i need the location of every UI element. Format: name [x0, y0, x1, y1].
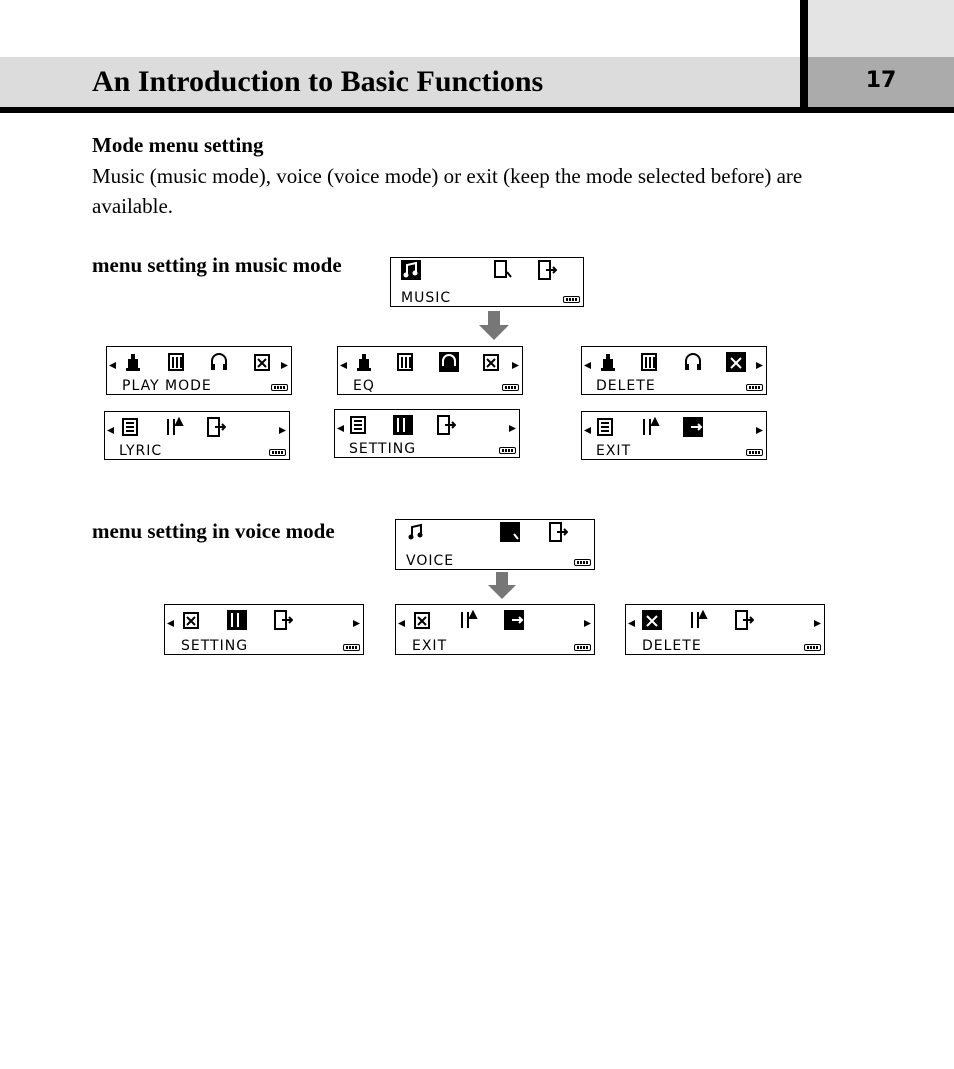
arrow-right-icon	[584, 620, 591, 627]
play-mode-icon	[123, 352, 143, 372]
setting-icon	[164, 417, 184, 437]
arrow-left-icon	[398, 620, 405, 627]
delete-icon	[412, 610, 432, 630]
lcd-label: VOICE	[406, 553, 455, 569]
music-note-icon	[406, 522, 426, 542]
headphone-icon	[683, 352, 703, 372]
lcd-music-main	[390, 257, 584, 307]
play-mode-icon	[354, 352, 374, 372]
setting-icon	[458, 610, 478, 630]
arrow-right-icon	[279, 427, 286, 434]
lcd-voice-delete	[625, 604, 825, 655]
exit-door-icon	[548, 522, 568, 542]
headphone-icon	[439, 352, 459, 372]
arrow-right-icon	[756, 427, 763, 434]
header-rule	[0, 107, 954, 113]
arrow-left-icon	[167, 620, 174, 627]
battery-icon	[563, 296, 580, 303]
lcd-label: EQ	[353, 378, 375, 394]
lcd-exit	[581, 411, 767, 460]
battery-icon	[271, 384, 288, 391]
eq-icon	[167, 352, 187, 372]
play-mode-icon	[598, 352, 618, 372]
arrow-left-icon	[584, 362, 591, 369]
delete-icon	[481, 352, 501, 372]
lcd-delete	[581, 346, 767, 395]
lyric-icon	[121, 417, 141, 437]
battery-icon	[499, 447, 516, 454]
section-heading: Mode menu setting	[92, 133, 264, 157]
delete-icon	[642, 610, 662, 630]
lyric-icon	[349, 415, 369, 435]
battery-icon	[804, 644, 821, 651]
battery-icon	[574, 644, 591, 651]
battery-icon	[343, 644, 360, 651]
headphone-icon	[209, 352, 229, 372]
lcd-label: DELETE	[642, 638, 702, 654]
battery-icon	[746, 384, 763, 391]
page-tab-top	[808, 0, 954, 57]
lcd-label: PLAY MODE	[122, 378, 212, 394]
exit-door-icon	[734, 610, 754, 630]
header-divider	[800, 0, 808, 110]
lcd-eq	[337, 346, 523, 395]
eq-icon	[396, 352, 416, 372]
lcd-voice-exit	[395, 604, 595, 655]
lcd-label: EXIT	[412, 638, 448, 654]
arrow-left-icon	[337, 425, 344, 432]
arrow-left-icon	[107, 427, 114, 434]
delete-icon	[726, 352, 746, 372]
eq-icon	[640, 352, 660, 372]
lcd-label: SETTING	[349, 441, 417, 457]
arrow-right-icon	[281, 362, 288, 369]
section-body: Music (music mode), voice (voice mode) or exit (keep the mode selected before) are available.	[92, 164, 803, 218]
music-mode-label: menu setting in music mode	[92, 253, 342, 277]
exit-door-icon	[273, 610, 293, 630]
battery-icon	[574, 559, 591, 566]
exit-door-icon	[537, 260, 557, 280]
arrow-right-icon	[509, 425, 516, 432]
page-title: An Introduction to Basic Functions	[92, 65, 544, 98]
down-arrow-icon	[486, 572, 518, 600]
arrow-right-icon	[756, 362, 763, 369]
voice-icon	[493, 260, 513, 280]
lcd-lyric	[104, 411, 290, 460]
lcd-play-mode	[106, 346, 292, 395]
lyric-icon	[596, 417, 616, 437]
battery-icon	[502, 384, 519, 391]
lcd-label: EXIT	[596, 443, 632, 459]
battery-icon	[746, 449, 763, 456]
setting-icon	[227, 610, 247, 630]
arrow-left-icon	[628, 620, 635, 627]
lcd-label: MUSIC	[401, 290, 452, 306]
arrow-left-icon	[109, 362, 116, 369]
arrow-left-icon	[340, 362, 347, 369]
lcd-voice-main	[395, 519, 595, 570]
down-arrow-icon	[477, 311, 511, 341]
page-number: 17	[865, 68, 897, 93]
arrow-right-icon	[353, 620, 360, 627]
exit-door-icon	[683, 417, 703, 437]
arrow-left-icon	[584, 427, 591, 434]
lcd-label: DELETE	[596, 378, 656, 394]
setting-icon	[688, 610, 708, 630]
lcd-label: SETTING	[181, 638, 249, 654]
arrow-right-icon	[814, 620, 821, 627]
lcd-label: LYRIC	[119, 443, 163, 459]
lcd-voice-setting	[164, 604, 364, 655]
setting-icon	[640, 417, 660, 437]
exit-door-icon	[206, 417, 226, 437]
setting-icon	[393, 415, 413, 435]
exit-door-icon	[504, 610, 524, 630]
battery-icon	[269, 449, 286, 456]
delete-icon	[252, 352, 272, 372]
lcd-setting	[334, 409, 520, 458]
voice-icon	[500, 522, 520, 542]
exit-door-icon	[436, 415, 456, 435]
music-note-icon	[401, 260, 421, 280]
delete-icon	[181, 610, 201, 630]
arrow-right-icon	[512, 362, 519, 369]
voice-mode-label: menu setting in voice mode	[92, 519, 335, 543]
